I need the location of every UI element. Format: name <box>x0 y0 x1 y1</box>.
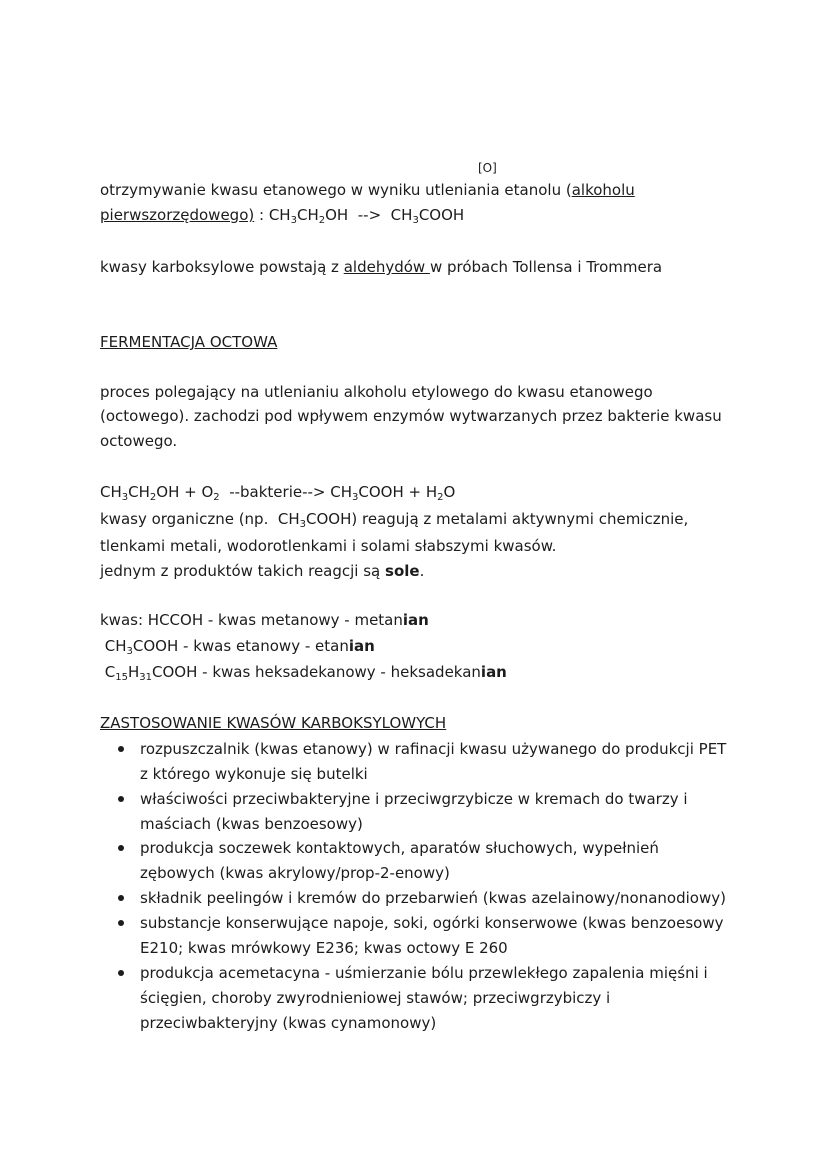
list-item: produkcja soczewek kontaktowych, aparatów słuchowych, wypełnień zębowych (kwas akrylowy/prop-2-enowy) <box>118 836 728 886</box>
oxidation-sep: : <box>254 206 269 224</box>
list-item: składnik peelingów i kremów do przebarwień (kwas azelainowy/nonanodiowy) <box>118 886 728 911</box>
oxidation-text: otrzymywanie kwasu etanowego w wyniku utleniania etanolu ( <box>100 181 572 199</box>
bullet-icon <box>118 895 124 901</box>
reaction-line-2: tlenkami metali, wodorotlenkami i solami słabszymi kwasów. <box>100 537 557 555</box>
reaction-line-3: jednym z produktów takich reagcji są sole. <box>100 562 425 580</box>
salt-line-2: $CH_3COOH$ - kwas etanowy - etanian <box>100 637 375 657</box>
salts-bold: sole <box>385 562 420 580</box>
salt-line-1: kwas: HCCOH - kwas metanowy - metanian <box>100 611 429 629</box>
bullet-icon <box>118 796 124 802</box>
alcohol-link[interactable]: alkoholu <box>571 181 635 199</box>
oxidation-marker: [O] <box>478 161 497 175</box>
ethanol-formula: $CH_3CH_2OH$ <box>268 206 349 226</box>
uses-heading: ZASTOSOWANIE KWASÓW KARBOKSYLOWYCH <box>100 714 447 732</box>
fermentation-paragraph-1: proces polegający na utlenianiu alkoholu etylowego do kwasu etanowego <box>100 383 653 401</box>
bullet-icon <box>118 746 124 752</box>
list-item: substancje konserwujące napoje, soki, ogórki konserwowe (kwas benzoesowy E210; kwas mrówkowy E236; kwas octowy E 260 <box>118 911 728 961</box>
primary-alcohol-link[interactable]: pierwszorzędowego) <box>100 206 255 224</box>
fermentation-equation: $CH_3CH_2OH + O_2$ --bakterie--> $CH_3COOH + H_2O$ <box>100 483 456 503</box>
aldehydes-link[interactable]: aldehydów <box>343 258 430 276</box>
aldehydes-line: kwasy karboksylowe powstają z aldehydów w próbach Tollensa i Trommera <box>100 258 663 276</box>
reaction-arrow: --> <box>348 206 391 224</box>
fermentation-heading: FERMENTACJA OCTOWA <box>100 333 278 351</box>
oxidation-line-2 <box>100 205 464 225</box>
reaction-line-1: kwasy organiczne (np. $CH_3COOH$) reagują z metalami aktywnymi chemicznie, <box>100 510 689 530</box>
list-item: produkcja acemetacyna - uśmierzanie bólu przewlekłego zapalenia mięśni i ścięgien, choroby zwyrodnieniowej stawów; przeciwgrzybiczy i przeciwbakteryjny (kwas cynamonowy) <box>118 961 728 1036</box>
list-item: właściwości przeciwbakteryjne i przeciwgrzybicze w kremach do twarzy i maściach (kwas benzoesowy) <box>118 787 728 837</box>
bullet-icon <box>118 970 124 976</box>
salt-line-3: $C_{15}H_{31}COOH$ - kwas heksadekanowy - heksadekanian <box>100 663 507 683</box>
fermentation-paragraph-3: octowego. <box>100 432 178 450</box>
bullet-icon <box>118 920 124 926</box>
bullet-icon <box>118 845 124 851</box>
fermentation-paragraph-2: (octowego). zachodzi pod wpływem enzymów wytwarzanych przez bakterie kwasu <box>100 407 722 425</box>
oxidation-line-1 <box>100 180 635 200</box>
acetic-acid-formula: $CH_3COOH$ <box>390 206 465 226</box>
list-item: rozpuszczalnik (kwas etanowy) w rafinacji kwasu używanego do produkcji PET z którego wykonuje się butelki <box>118 737 728 787</box>
